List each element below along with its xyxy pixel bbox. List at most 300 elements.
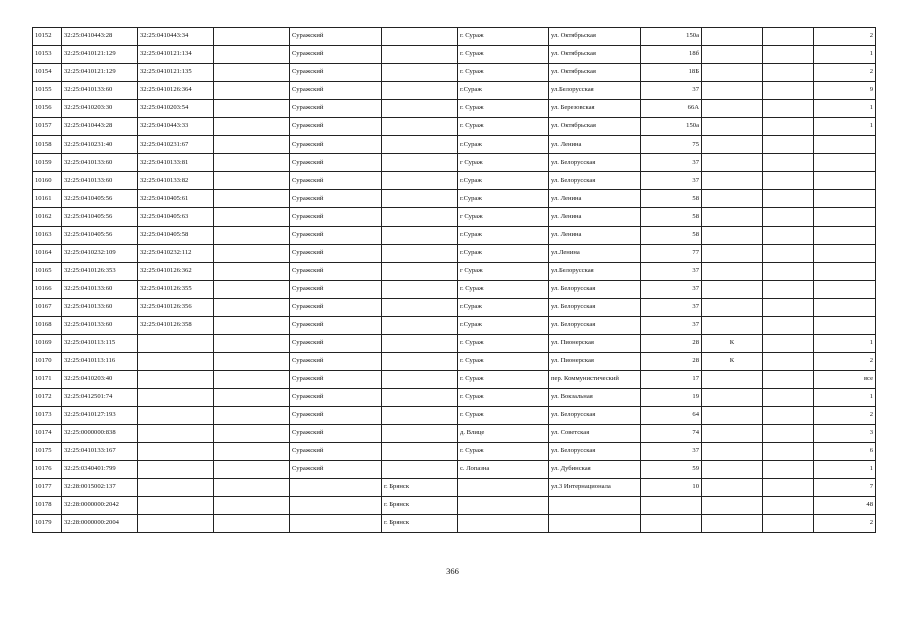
cell-empty [214, 334, 290, 352]
cell-row-number: 10178 [33, 497, 62, 515]
cell-count [814, 280, 876, 298]
cell-count: 1 [814, 46, 876, 64]
cell-street: ул.Белорусская [549, 262, 641, 280]
cell-cadastral-number: 32:25:0410121:129 [62, 46, 138, 64]
cell-settlement: г. Сураж [458, 118, 549, 136]
cell-city [382, 64, 458, 82]
cell-cadastral-number: 32:25:0410405:56 [62, 190, 138, 208]
cell-house: 10 [641, 479, 702, 497]
cell-empty [763, 226, 814, 244]
cell-empty [763, 46, 814, 64]
cell-district: Суражский [290, 406, 382, 424]
table-row [33, 154, 876, 172]
cell-row-number: 10176 [33, 461, 62, 479]
cell-count: 9 [814, 82, 876, 100]
cell-settlement: г Сураж [458, 208, 549, 226]
cell-row-number: 10160 [33, 172, 62, 190]
cell-building-mark [702, 244, 763, 262]
cell-street: ул. Вокзальная [549, 388, 641, 406]
cell-district: Суражский [290, 190, 382, 208]
cell-district: Суражский [290, 461, 382, 479]
cell-street: ул. Белорусская [549, 154, 641, 172]
cell-row-number: 10172 [33, 388, 62, 406]
cell-district: Суражский [290, 154, 382, 172]
cell-settlement [458, 497, 549, 515]
cell-empty [763, 298, 814, 316]
cell-empty [214, 406, 290, 424]
table-row [33, 316, 876, 334]
table-row [33, 352, 876, 370]
cell-cadastral-number: 32:25:0410443:28 [62, 28, 138, 46]
cell-object-number: 32:25:0410443:33 [138, 118, 214, 136]
cell-object-number: 32:25:0410232:112 [138, 244, 214, 262]
cell-row-number: 10166 [33, 280, 62, 298]
cell-count: 6 [814, 443, 876, 461]
cell-row-number: 10163 [33, 226, 62, 244]
cell-street: ул. Октябрьская [549, 46, 641, 64]
cell-empty [214, 100, 290, 118]
cell-row-number: 10167 [33, 298, 62, 316]
cell-settlement: с. Лопазна [458, 461, 549, 479]
cell-building-mark [702, 298, 763, 316]
cell-cadastral-number: 32:25:0410113:115 [62, 334, 138, 352]
cell-cadastral-number: 32:25:0410133:60 [62, 82, 138, 100]
cell-district: Суражский [290, 208, 382, 226]
cell-building-mark [702, 64, 763, 82]
cell-street: ул. Белорусская [549, 443, 641, 461]
cell-district [290, 479, 382, 497]
cell-settlement: г. Сураж [458, 352, 549, 370]
cell-building-mark [702, 497, 763, 515]
cell-settlement: г.Сураж [458, 244, 549, 262]
cell-house: 58 [641, 226, 702, 244]
table-row [33, 28, 876, 46]
cell-city [382, 136, 458, 154]
page-number: 366 [446, 566, 459, 576]
cell-city [382, 298, 458, 316]
cell-row-number: 10177 [33, 479, 62, 497]
cell-settlement: г. Сураж [458, 443, 549, 461]
cell-city [382, 352, 458, 370]
table-row [33, 515, 876, 533]
cell-city: г. Брянск [382, 479, 458, 497]
cell-building-mark [702, 118, 763, 136]
cell-city [382, 118, 458, 136]
cell-settlement: д. Влице [458, 425, 549, 443]
cell-settlement: г. Сураж [458, 334, 549, 352]
cell-settlement: г. Сураж [458, 388, 549, 406]
cell-empty [763, 64, 814, 82]
cell-row-number: 10164 [33, 244, 62, 262]
cell-empty [763, 154, 814, 172]
cell-city [382, 461, 458, 479]
cell-empty [763, 136, 814, 154]
cell-row-number: 10158 [33, 136, 62, 154]
cell-empty [763, 262, 814, 280]
cell-building-mark [702, 515, 763, 533]
cell-house: 17 [641, 370, 702, 388]
cell-cadastral-number: 32:25:0410133:167 [62, 443, 138, 461]
cell-cadastral-number: 32:25:0410405:56 [62, 208, 138, 226]
cell-settlement [458, 515, 549, 533]
cell-count [814, 298, 876, 316]
cell-building-mark [702, 82, 763, 100]
cell-cadastral-number: 32:25:0410203:40 [62, 370, 138, 388]
cell-settlement: г.Сураж [458, 82, 549, 100]
cell-count: все [814, 370, 876, 388]
cell-district: Суражский [290, 28, 382, 46]
cell-house: 18Б [641, 64, 702, 82]
cell-street: ул.Белорусская [549, 82, 641, 100]
cell-object-number [138, 334, 214, 352]
cell-row-number: 10162 [33, 208, 62, 226]
cell-empty [214, 515, 290, 533]
cell-street: ул. Ленина [549, 208, 641, 226]
cell-object-number: 32:25:0410126:356 [138, 298, 214, 316]
cell-building-mark: К [702, 352, 763, 370]
cell-object-number: 32:25:0410405:61 [138, 190, 214, 208]
cell-city [382, 28, 458, 46]
cell-settlement: г. Сураж [458, 28, 549, 46]
cell-settlement: г.Сураж [458, 136, 549, 154]
cell-empty [214, 497, 290, 515]
cell-row-number: 10174 [33, 425, 62, 443]
cell-house: 37 [641, 172, 702, 190]
cell-count: 2 [814, 515, 876, 533]
cell-object-number: 32:25:0410126:358 [138, 316, 214, 334]
cell-district: Суражский [290, 370, 382, 388]
cell-city [382, 280, 458, 298]
cell-building-mark [702, 208, 763, 226]
cell-building-mark [702, 443, 763, 461]
cell-count [814, 244, 876, 262]
cell-building-mark [702, 154, 763, 172]
cell-street: ул. Октябрьская [549, 64, 641, 82]
cell-empty [763, 172, 814, 190]
table-body [33, 28, 876, 533]
cell-city [382, 100, 458, 118]
cell-district: Суражский [290, 443, 382, 461]
cell-empty [763, 388, 814, 406]
cell-building-mark [702, 28, 763, 46]
cell-building-mark [702, 100, 763, 118]
cell-object-number [138, 425, 214, 443]
cell-object-number [138, 388, 214, 406]
cell-street: пер. Коммунистический [549, 370, 641, 388]
cell-district: Суражский [290, 118, 382, 136]
cell-house: 150а [641, 118, 702, 136]
cell-house: 37 [641, 298, 702, 316]
cell-empty [763, 100, 814, 118]
cell-house: 150а [641, 28, 702, 46]
cell-settlement: г.Сураж [458, 226, 549, 244]
cell-empty [763, 244, 814, 262]
cell-empty [763, 118, 814, 136]
cell-count: 1 [814, 334, 876, 352]
cell-settlement: г. Сураж [458, 370, 549, 388]
cell-count [814, 226, 876, 244]
cell-empty [214, 316, 290, 334]
cell-street: ул. Октябрьская [549, 28, 641, 46]
cell-empty [214, 443, 290, 461]
cell-object-number: 32:25:0410126:364 [138, 82, 214, 100]
cell-count: 2 [814, 352, 876, 370]
cell-city [382, 46, 458, 64]
cell-empty [214, 388, 290, 406]
cell-city [382, 370, 458, 388]
table-row [33, 298, 876, 316]
cell-city [382, 406, 458, 424]
cell-object-number: 32:25:0410133:82 [138, 172, 214, 190]
cell-cadastral-number: 32:25:0410133:60 [62, 316, 138, 334]
cell-city [382, 316, 458, 334]
cell-object-number [138, 479, 214, 497]
cell-district: Суражский [290, 136, 382, 154]
cell-building-mark [702, 190, 763, 208]
cell-object-number: 32:25:0410126:362 [138, 262, 214, 280]
cell-row-number: 10157 [33, 118, 62, 136]
cell-row-number: 10171 [33, 370, 62, 388]
cell-count: 2 [814, 64, 876, 82]
cell-cadastral-number: 32:25:0410203:30 [62, 100, 138, 118]
table-row [33, 425, 876, 443]
cell-street: ул. Ленина [549, 226, 641, 244]
cell-count: 3 [814, 425, 876, 443]
cell-house: 37 [641, 262, 702, 280]
table-row [33, 461, 876, 479]
cell-settlement: г. Сураж [458, 46, 549, 64]
table-row [33, 208, 876, 226]
cell-house: 58 [641, 190, 702, 208]
cell-count: 1 [814, 461, 876, 479]
cell-empty [214, 64, 290, 82]
cell-empty [214, 226, 290, 244]
table-row [33, 64, 876, 82]
cell-empty [763, 190, 814, 208]
cell-count: 2 [814, 406, 876, 424]
cell-empty [214, 46, 290, 64]
cell-row-number: 10168 [33, 316, 62, 334]
table-row [33, 497, 876, 515]
cell-empty [214, 425, 290, 443]
cell-object-number: 32:25:0410203:54 [138, 100, 214, 118]
table-row [33, 100, 876, 118]
cell-row-number: 10179 [33, 515, 62, 533]
cell-cadastral-number: 32:28:0000000:2042 [62, 497, 138, 515]
cell-empty [214, 136, 290, 154]
cell-house: 64 [641, 406, 702, 424]
cell-empty [214, 118, 290, 136]
cell-house: 18б [641, 46, 702, 64]
cell-count: 1 [814, 100, 876, 118]
cell-row-number: 10170 [33, 352, 62, 370]
cell-street: ул. Белорусская [549, 406, 641, 424]
cell-city [382, 82, 458, 100]
cell-row-number: 10154 [33, 64, 62, 82]
cell-object-number: 32:25:0410405:63 [138, 208, 214, 226]
cell-cadastral-number: 32:25:0410232:109 [62, 244, 138, 262]
table-row [33, 226, 876, 244]
cell-district: Суражский [290, 172, 382, 190]
cell-house: 37 [641, 280, 702, 298]
cell-city [382, 172, 458, 190]
cell-building-mark [702, 46, 763, 64]
cell-object-number: 32:25:0410405:58 [138, 226, 214, 244]
cell-house: 28 [641, 334, 702, 352]
cell-cadastral-number: 32:25:0410126:353 [62, 262, 138, 280]
cell-empty [214, 280, 290, 298]
cell-street: ул. Ленина [549, 190, 641, 208]
cell-empty [763, 316, 814, 334]
table-row [33, 370, 876, 388]
table-row [33, 479, 876, 497]
cell-row-number: 10173 [33, 406, 62, 424]
cell-empty [214, 479, 290, 497]
cell-row-number: 10155 [33, 82, 62, 100]
cell-building-mark [702, 262, 763, 280]
registry-table [32, 27, 876, 533]
cell-building-mark [702, 388, 763, 406]
cell-cadastral-number: 32:25:0410443:28 [62, 118, 138, 136]
cell-empty [763, 461, 814, 479]
table-row [33, 280, 876, 298]
table-row [33, 172, 876, 190]
cell-cadastral-number: 32:25:0410121:129 [62, 64, 138, 82]
cell-district: Суражский [290, 352, 382, 370]
cell-building-mark [702, 370, 763, 388]
cell-district: Суражский [290, 262, 382, 280]
cell-house: 75 [641, 136, 702, 154]
cell-street: ул. Белорусская [549, 280, 641, 298]
table-row [33, 334, 876, 352]
cell-building-mark [702, 280, 763, 298]
cell-settlement: г. Сураж [458, 64, 549, 82]
cell-cadastral-number: 32:25:0410133:60 [62, 172, 138, 190]
cell-house [641, 515, 702, 533]
cell-empty [763, 352, 814, 370]
cell-empty [214, 352, 290, 370]
cell-city: г. Брянск [382, 497, 458, 515]
cell-street [549, 515, 641, 533]
cell-empty [763, 425, 814, 443]
cell-district [290, 497, 382, 515]
cell-street: ул. Пионерская [549, 334, 641, 352]
cell-settlement [458, 479, 549, 497]
cell-count [814, 208, 876, 226]
cell-house: 28 [641, 352, 702, 370]
table-row [33, 443, 876, 461]
cell-settlement: г Сураж [458, 154, 549, 172]
cell-house: 74 [641, 425, 702, 443]
cell-street: ул.3 Интернационала [549, 479, 641, 497]
cell-district: Суражский [290, 316, 382, 334]
cell-object-number [138, 443, 214, 461]
cell-empty [214, 154, 290, 172]
cell-object-number: 32:25:0410126:355 [138, 280, 214, 298]
cell-object-number [138, 370, 214, 388]
cell-house [641, 497, 702, 515]
cell-district: Суражский [290, 82, 382, 100]
cell-district: Суражский [290, 298, 382, 316]
cell-row-number: 10156 [33, 100, 62, 118]
cell-row-number: 10153 [33, 46, 62, 64]
cell-count [814, 154, 876, 172]
cell-empty [214, 190, 290, 208]
cell-empty [214, 172, 290, 190]
cell-settlement: г Сураж [458, 262, 549, 280]
cell-cadastral-number: 32:25:0410127:193 [62, 406, 138, 424]
cell-building-mark [702, 425, 763, 443]
cell-object-number: 32:25:0410443:34 [138, 28, 214, 46]
cell-object-number: 32:25:0410133:81 [138, 154, 214, 172]
cell-building-mark [702, 226, 763, 244]
cell-empty [214, 262, 290, 280]
cell-cadastral-number: 32:25:0000000:838 [62, 425, 138, 443]
cell-row-number: 10152 [33, 28, 62, 46]
cell-city: г. Брянск [382, 515, 458, 533]
cell-district: Суражский [290, 388, 382, 406]
cell-district: Суражский [290, 334, 382, 352]
table-row [33, 190, 876, 208]
cell-empty [763, 497, 814, 515]
cell-settlement: г. Сураж [458, 406, 549, 424]
cell-building-mark [702, 172, 763, 190]
cell-district [290, 515, 382, 533]
table-row [33, 46, 876, 64]
cell-house: 37 [641, 316, 702, 334]
cell-street: ул. Ленина [549, 136, 641, 154]
cell-count: 7 [814, 479, 876, 497]
cell-empty [214, 208, 290, 226]
cell-cadastral-number: 32:25:0410231:40 [62, 136, 138, 154]
cell-row-number: 10175 [33, 443, 62, 461]
cell-street: ул. Белорусская [549, 172, 641, 190]
cell-cadastral-number: 32:25:0410405:56 [62, 226, 138, 244]
cell-house: 37 [641, 443, 702, 461]
cell-district: Суражский [290, 244, 382, 262]
cell-street: ул. Дубинская [549, 461, 641, 479]
cell-empty [763, 406, 814, 424]
cell-settlement: г. Сураж [458, 100, 549, 118]
cell-street: ул. Пионерская [549, 352, 641, 370]
cell-settlement: г.Сураж [458, 172, 549, 190]
cell-district: Суражский [290, 46, 382, 64]
cell-cadastral-number: 32:28:0015002:137 [62, 479, 138, 497]
cell-district: Суражский [290, 425, 382, 443]
cell-empty [214, 461, 290, 479]
cell-street: ул. Березовская [549, 100, 641, 118]
cell-count: 2 [814, 28, 876, 46]
cell-empty [214, 298, 290, 316]
cell-empty [763, 280, 814, 298]
cell-street: ул. Советская [549, 425, 641, 443]
cell-count [814, 262, 876, 280]
table-row [33, 136, 876, 154]
cell-city [382, 425, 458, 443]
cell-settlement: г.Сураж [458, 298, 549, 316]
cell-object-number: 32:25:0410121:134 [138, 46, 214, 64]
cell-empty [763, 479, 814, 497]
cell-cadastral-number: 32:25:0410133:60 [62, 280, 138, 298]
cell-object-number [138, 352, 214, 370]
cell-district: Суражский [290, 226, 382, 244]
cell-district: Суражский [290, 280, 382, 298]
cell-row-number: 10165 [33, 262, 62, 280]
cell-building-mark [702, 136, 763, 154]
cell-building-mark [702, 406, 763, 424]
cell-count [814, 316, 876, 334]
table-row [33, 82, 876, 100]
